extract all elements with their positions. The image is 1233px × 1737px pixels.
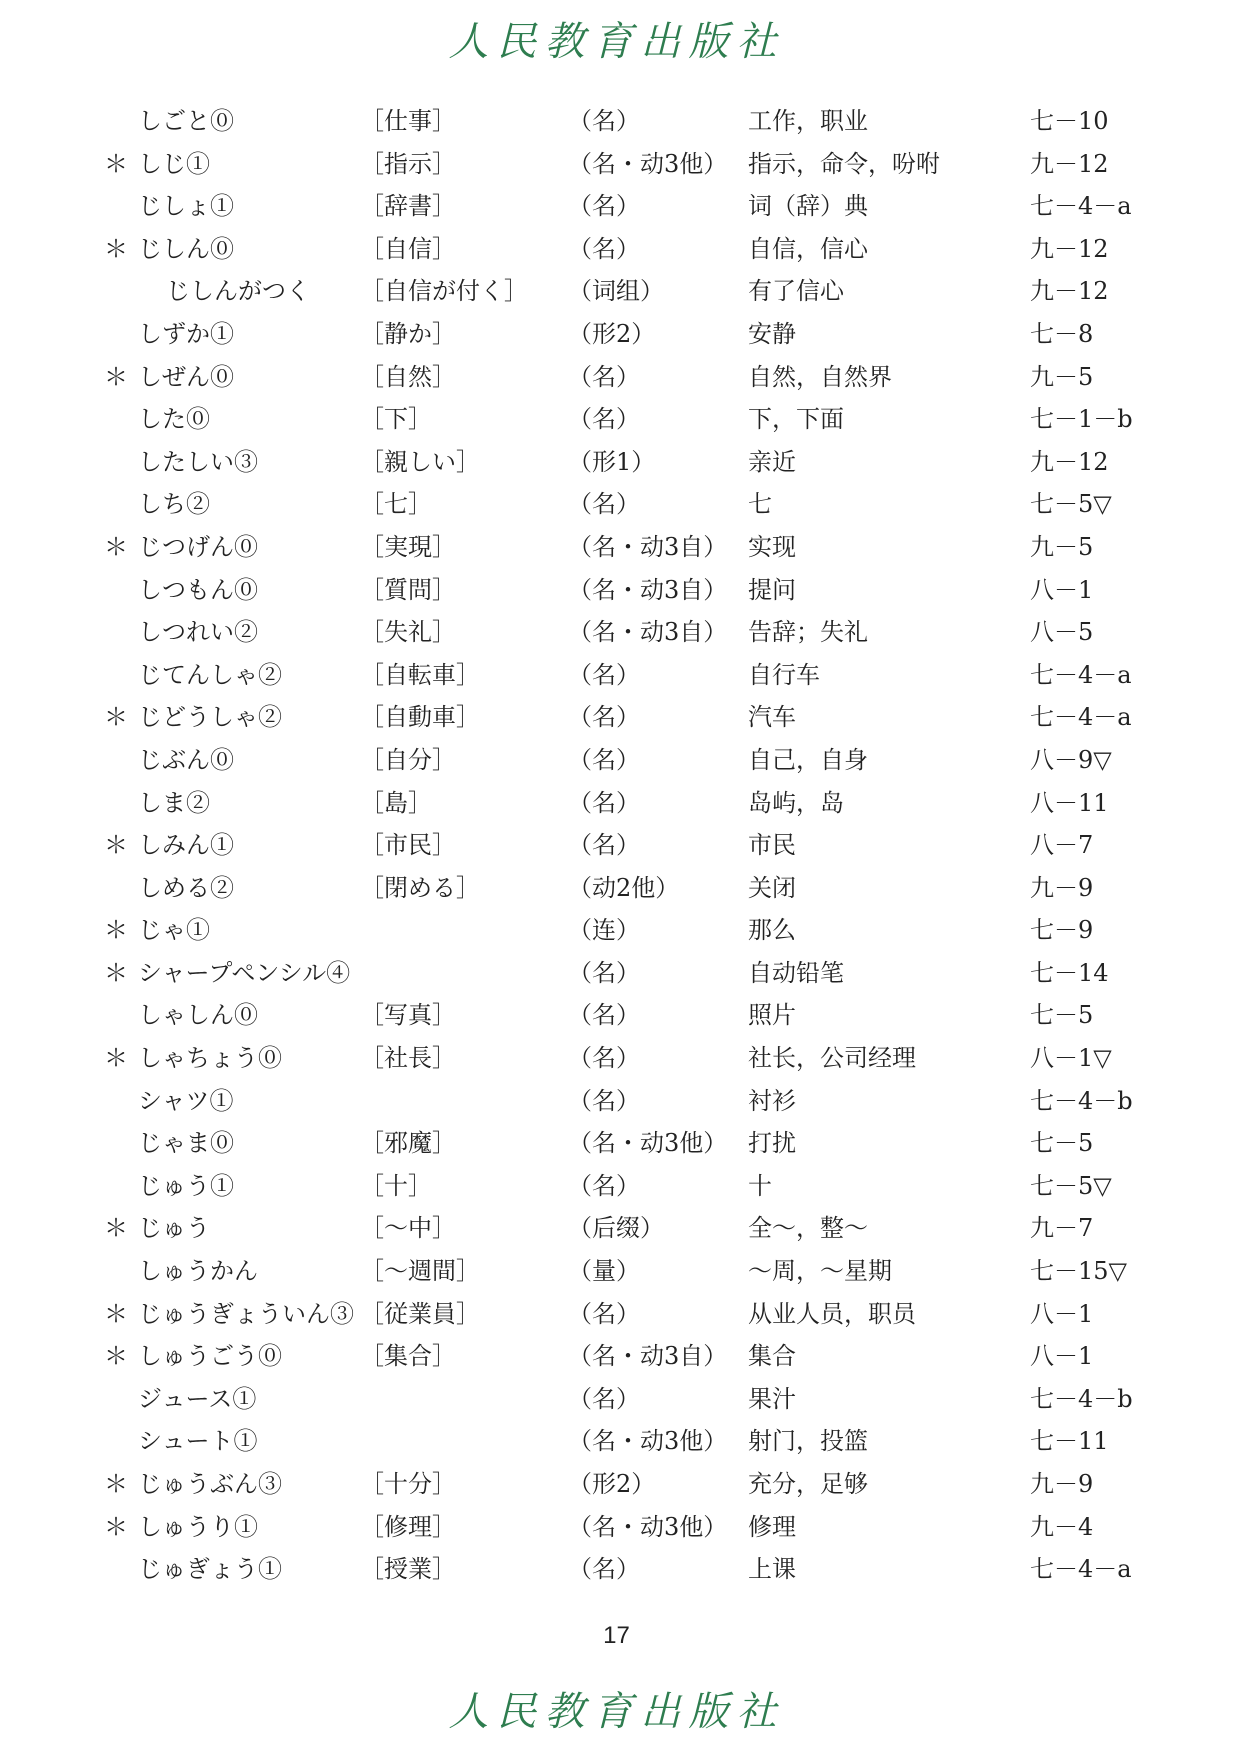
list-item <box>0 1335 1233 1378</box>
list-item <box>0 782 1233 825</box>
lesson-reference: 八－1 <box>1030 575 1094 604</box>
kanji-form: ［下］ <box>360 405 432 434</box>
part-of-speech: （名・动3自） <box>568 1342 728 1371</box>
part-of-speech: （名） <box>568 234 640 263</box>
list-item <box>0 1250 1233 1293</box>
kanji-form: ［閉める］ <box>360 873 480 902</box>
star-marker: ＊ <box>104 958 128 987</box>
list-item <box>0 994 1233 1037</box>
meaning: 提问 <box>748 575 796 604</box>
part-of-speech: （名） <box>568 958 640 987</box>
lesson-reference: 八－9▽ <box>1030 745 1112 774</box>
kanji-form: ［静か］ <box>360 319 456 348</box>
kana-reading: じしんがつく <box>166 277 310 306</box>
kana-reading: しち② <box>138 490 210 519</box>
list-item <box>0 1548 1233 1591</box>
kana-reading: しじ① <box>138 149 210 178</box>
meaning: 下，下面 <box>748 405 844 434</box>
meaning: 市民 <box>748 831 796 860</box>
star-marker: ＊ <box>104 703 128 732</box>
meaning: 社长，公司经理 <box>748 1044 916 1073</box>
part-of-speech: （形1） <box>568 447 656 476</box>
star-marker: ＊ <box>104 1342 128 1371</box>
list-item <box>0 952 1233 995</box>
star-marker: ＊ <box>104 362 128 391</box>
kanji-form: ［市民］ <box>360 831 456 860</box>
part-of-speech: （词组） <box>568 277 664 306</box>
kanji-form: ［失礼］ <box>360 618 456 647</box>
star-marker: ＊ <box>104 1299 128 1328</box>
list-item <box>0 696 1233 739</box>
part-of-speech: （名） <box>568 1086 640 1115</box>
star-marker: ＊ <box>104 831 128 860</box>
list-item <box>0 313 1233 356</box>
meaning: 全～，整～ <box>748 1214 868 1243</box>
meaning: 自动铅笔 <box>748 958 844 987</box>
part-of-speech: （名） <box>568 192 640 221</box>
meaning: 岛屿，岛 <box>748 788 844 817</box>
list-item <box>0 611 1233 654</box>
part-of-speech: （名） <box>568 745 640 774</box>
part-of-speech: （名） <box>568 703 640 732</box>
kanji-form: ［～週間］ <box>360 1257 480 1286</box>
meaning: ～周，～星期 <box>748 1257 892 1286</box>
kana-reading: ジュース① <box>138 1384 257 1413</box>
kanji-form: ［写真］ <box>360 1001 456 1030</box>
kanji-form: ［自信］ <box>360 234 456 263</box>
part-of-speech: （名・动3他） <box>568 149 728 178</box>
kanji-form: ［辞書］ <box>360 192 456 221</box>
list-item <box>0 824 1233 867</box>
meaning: 那么 <box>748 916 796 945</box>
kanji-form: ［十分］ <box>360 1470 456 1498</box>
kanji-form: ［親しい］ <box>360 447 480 476</box>
meaning: 修理 <box>748 1512 796 1541</box>
lesson-reference: 九－9 <box>1030 873 1094 902</box>
kanji-form: ［修理］ <box>360 1512 456 1541</box>
kanji-form: ［社長］ <box>360 1044 456 1073</box>
list-item <box>0 398 1233 441</box>
list-item <box>0 270 1233 313</box>
kana-reading: しずか① <box>138 319 234 348</box>
part-of-speech: （名・动3他） <box>568 1129 728 1158</box>
meaning: 指示，命令，吩咐 <box>748 149 940 178</box>
kana-reading: した⓪ <box>138 405 210 434</box>
part-of-speech: （名） <box>568 1001 640 1030</box>
list-item <box>0 526 1233 569</box>
list-item <box>0 185 1233 228</box>
part-of-speech: （名・动3自） <box>568 575 728 604</box>
kanji-form: ［自分］ <box>360 745 456 774</box>
list-item <box>0 1037 1233 1080</box>
kanji-form: ［従業員］ <box>360 1299 480 1328</box>
lesson-reference: 九－7 <box>1030 1214 1094 1243</box>
lesson-reference: 七－4－a <box>1030 660 1132 689</box>
list-item <box>0 483 1233 526</box>
list-item <box>0 356 1233 399</box>
meaning: 自然，自然界 <box>748 362 892 391</box>
kana-reading: じゅうぶん③ <box>138 1470 282 1498</box>
kana-reading: シャツ① <box>138 1086 234 1115</box>
kanji-form: ［～中］ <box>360 1214 456 1243</box>
part-of-speech: （名） <box>568 362 640 391</box>
list-item <box>0 569 1233 612</box>
list-item <box>0 1463 1233 1506</box>
list-item <box>0 654 1233 697</box>
part-of-speech: （名） <box>568 490 640 519</box>
meaning: 充分，足够 <box>748 1470 868 1498</box>
part-of-speech: （名） <box>568 1299 640 1328</box>
star-marker: ＊ <box>104 532 128 561</box>
kanji-form: ［自動車］ <box>360 703 480 732</box>
list-item <box>0 739 1233 782</box>
kana-reading: しゃちょう⓪ <box>138 1044 282 1073</box>
kana-reading: じぶん⓪ <box>138 745 234 774</box>
lesson-reference: 八－1▽ <box>1030 1044 1112 1073</box>
kana-reading: じゅう① <box>138 1171 234 1200</box>
kanji-form: ［集合］ <box>360 1342 456 1371</box>
list-item <box>0 1122 1233 1165</box>
lesson-reference: 九－12 <box>1030 277 1109 306</box>
kana-reading: したしい③ <box>138 447 258 476</box>
meaning: 汽车 <box>748 703 796 732</box>
lesson-reference: 八－1 <box>1030 1299 1094 1328</box>
meaning: 自信，信心 <box>748 234 868 263</box>
meaning: 亲近 <box>748 447 796 476</box>
list-item <box>0 441 1233 484</box>
meaning: 照片 <box>748 1001 796 1030</box>
lesson-reference: 九－5 <box>1030 362 1094 391</box>
lesson-reference: 九－4 <box>1030 1512 1094 1541</box>
kana-reading: じてんしゃ② <box>138 660 282 689</box>
lesson-reference: 九－5 <box>1030 532 1094 561</box>
part-of-speech: （动2他） <box>568 873 680 902</box>
part-of-speech: （名） <box>568 660 640 689</box>
lesson-reference: 七－4－b <box>1030 1384 1133 1413</box>
kanji-form: ［授業］ <box>360 1555 456 1584</box>
part-of-speech: （名） <box>568 107 640 135</box>
kana-reading: じゃ① <box>138 916 210 945</box>
lesson-reference: 七－5 <box>1030 1001 1094 1030</box>
lesson-reference: 九－12 <box>1030 234 1109 263</box>
page-number: 17 <box>603 1622 630 1649</box>
part-of-speech: （名） <box>568 1044 640 1073</box>
kana-reading: しぜん⓪ <box>138 362 234 391</box>
kana-reading: じゅう <box>138 1214 210 1243</box>
star-marker: ＊ <box>104 149 128 178</box>
part-of-speech: （名・动3他） <box>568 1512 728 1541</box>
meaning: 自己，自身 <box>748 745 868 774</box>
kanji-form: ［仕事］ <box>360 107 456 135</box>
kana-reading: しま② <box>138 788 210 817</box>
kanji-form: ［十］ <box>360 1171 432 1200</box>
kana-reading: しゅうごう⓪ <box>138 1342 282 1371</box>
lesson-reference: 七－4－a <box>1030 192 1132 221</box>
meaning: 集合 <box>748 1342 796 1371</box>
meaning: 自行车 <box>748 660 820 689</box>
kana-reading: しつもん⓪ <box>138 575 258 604</box>
kana-reading: しゅうかん <box>138 1257 258 1286</box>
meaning: 安静 <box>748 319 796 348</box>
meaning: 七 <box>748 490 772 519</box>
meaning: 上课 <box>748 1555 796 1584</box>
part-of-speech: （名・动3他） <box>568 1427 728 1456</box>
meaning: 实现 <box>748 532 796 561</box>
publisher-logo-bottom: 人民教育出版社 <box>448 1689 785 1735</box>
vocabulary-list <box>0 100 1233 1591</box>
list-item <box>0 100 1233 143</box>
part-of-speech: （后缀） <box>568 1214 664 1243</box>
list-item <box>0 1420 1233 1463</box>
part-of-speech: （量） <box>568 1257 640 1286</box>
kana-reading: しごと⓪ <box>138 107 234 135</box>
kanji-form: ［七］ <box>360 490 432 519</box>
lesson-reference: 九－12 <box>1030 447 1109 476</box>
meaning: 关闭 <box>748 873 796 902</box>
kana-reading: しゃしん⓪ <box>138 1001 258 1030</box>
list-item <box>0 867 1233 910</box>
publisher-logo-top: 人民教育出版社 <box>448 19 785 65</box>
list-item <box>0 1207 1233 1250</box>
kana-reading: しみん① <box>138 831 234 860</box>
lesson-reference: 七－5▽ <box>1030 1171 1112 1200</box>
list-item <box>0 1080 1233 1123</box>
kana-reading: じゅぎょう① <box>138 1555 282 1584</box>
kanji-form: ［邪魔］ <box>360 1129 456 1158</box>
lesson-reference: 七－11 <box>1030 1427 1109 1456</box>
kana-reading: しつれい② <box>138 618 258 647</box>
lesson-reference: 七－5▽ <box>1030 490 1112 519</box>
kana-reading: じしん⓪ <box>138 234 234 263</box>
list-item <box>0 1506 1233 1549</box>
lesson-reference: 七－1－b <box>1030 405 1133 434</box>
star-marker: ＊ <box>104 1470 128 1498</box>
part-of-speech: （名・动3自） <box>568 618 728 647</box>
list-item <box>0 228 1233 271</box>
meaning: 告辞；失礼 <box>748 618 868 647</box>
lesson-reference: 七－9 <box>1030 916 1094 945</box>
part-of-speech: （名） <box>568 1171 640 1200</box>
lesson-reference: 七－5 <box>1030 1129 1094 1158</box>
list-item <box>0 1293 1233 1336</box>
lesson-reference: 七－4－a <box>1030 703 1132 732</box>
meaning: 果汁 <box>748 1384 796 1413</box>
kana-reading: しめる② <box>138 873 234 902</box>
kana-reading: しゅうり① <box>138 1512 258 1541</box>
list-item <box>0 1378 1233 1421</box>
kana-reading: じどうしゃ② <box>138 703 282 732</box>
list-item <box>0 1165 1233 1208</box>
part-of-speech: （名） <box>568 788 640 817</box>
star-marker: ＊ <box>104 1512 128 1541</box>
kanji-form: ［自転車］ <box>360 660 480 689</box>
kana-reading: じゃま⓪ <box>138 1129 234 1158</box>
list-item <box>0 143 1233 186</box>
kana-reading: じゅうぎょういん③ <box>138 1299 354 1328</box>
kanji-form: ［島］ <box>360 788 432 817</box>
kanji-form: ［実現］ <box>360 532 456 561</box>
kanji-form: ［質問］ <box>360 575 456 604</box>
kanji-form: ［自然］ <box>360 362 456 391</box>
star-marker: ＊ <box>104 916 128 945</box>
kana-reading: シュート① <box>138 1427 258 1456</box>
lesson-reference: 八－7 <box>1030 831 1094 860</box>
kana-reading: じしょ① <box>138 192 234 221</box>
lesson-reference: 七－15▽ <box>1030 1257 1127 1286</box>
part-of-speech: （形2） <box>568 1470 656 1498</box>
lesson-reference: 九－12 <box>1030 149 1109 178</box>
part-of-speech: （名） <box>568 831 640 860</box>
meaning: 射门，投篮 <box>748 1427 868 1456</box>
lesson-reference: 七－4－b <box>1030 1086 1133 1115</box>
list-item <box>0 909 1233 952</box>
part-of-speech: （名） <box>568 405 640 434</box>
lesson-reference: 七－10 <box>1030 107 1109 135</box>
kanji-form: ［自信が付く］ <box>360 277 528 306</box>
star-marker: ＊ <box>104 1214 128 1243</box>
star-marker: ＊ <box>104 1044 128 1073</box>
meaning: 从业人员，职员 <box>748 1299 916 1328</box>
lesson-reference: 七－14 <box>1030 958 1109 987</box>
part-of-speech: （名・动3自） <box>568 532 728 561</box>
meaning: 打扰 <box>748 1129 796 1158</box>
lesson-reference: 八－11 <box>1030 788 1109 817</box>
part-of-speech: （形2） <box>568 319 656 348</box>
star-marker: ＊ <box>104 234 128 263</box>
lesson-reference: 八－1 <box>1030 1342 1094 1371</box>
kana-reading: シャープペンシル④ <box>138 958 351 987</box>
kana-reading: じつげん⓪ <box>138 532 258 561</box>
kanji-form: ［指示］ <box>360 149 456 178</box>
meaning: 工作，职业 <box>748 107 868 135</box>
lesson-reference: 八－5 <box>1030 618 1094 647</box>
lesson-reference: 七－8 <box>1030 319 1094 348</box>
part-of-speech: （名） <box>568 1384 640 1413</box>
meaning: 衬衫 <box>748 1086 796 1115</box>
lesson-reference: 七－4－a <box>1030 1555 1132 1584</box>
part-of-speech: （名） <box>568 1555 640 1584</box>
part-of-speech: （连） <box>568 916 640 945</box>
meaning: 词（辞）典 <box>748 192 868 221</box>
meaning: 有了信心 <box>748 277 844 306</box>
lesson-reference: 九－9 <box>1030 1470 1094 1498</box>
meaning: 十 <box>748 1171 772 1200</box>
